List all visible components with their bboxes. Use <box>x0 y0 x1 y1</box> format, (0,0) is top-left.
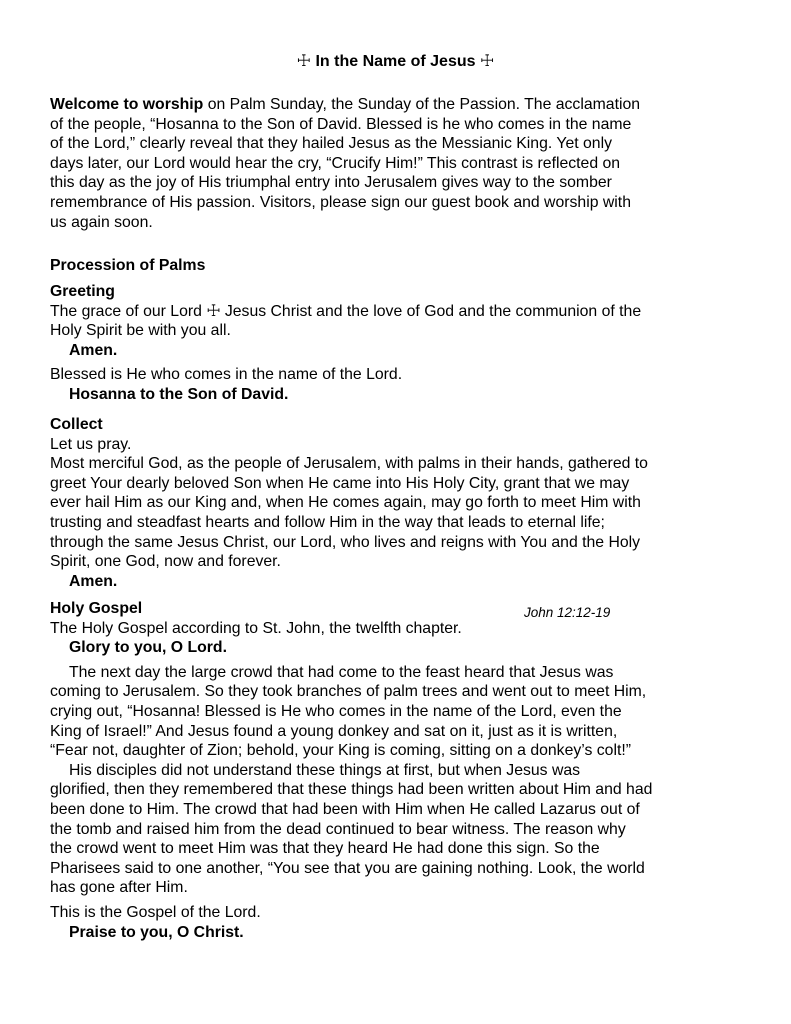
collect-line: trusting and steadfast hearts and follow Him in the way that leads to eternal life; <box>50 513 605 531</box>
collect-line: Most merciful God, as the people of Jerusalem, with palms in their hands, gathered to <box>50 455 648 473</box>
collect-heading: Collect <box>50 416 103 433</box>
response-amen: Amen. <box>69 341 118 359</box>
cross-icon: ☩ <box>206 302 221 320</box>
procession-heading: Procession of Palms <box>50 257 206 274</box>
welcome-line: of the people, “Hosanna to the Son of David. Blessed is he who comes in the name <box>50 115 632 133</box>
collect-line: through the same Jesus Christ, our Lord, who lives and reigns with You and the Holy <box>50 533 641 551</box>
collect-line: Spirit, one God, now and forever. <box>50 553 281 571</box>
gospel-line: the crowd went to meet Him was that they heard He had done this sign. So the <box>50 840 600 858</box>
page-title <box>0 52 791 72</box>
welcome-lead: Welcome to worship <box>50 96 204 113</box>
gospel-line: glorified, then they remembered that these things had been written about Him and had <box>50 781 653 799</box>
welcome-paragraph <box>50 95 750 232</box>
gospel-line: “Fear not, daughter of Zion; behold, your King is coming, sitting on a donkey’s colt!” <box>50 742 631 760</box>
collect-line: greet Your dearly beloved Son when He came into His Holy City, grant that we may <box>50 474 630 492</box>
gospel-section <box>50 599 750 942</box>
greeting-heading: Greeting <box>50 283 115 300</box>
response-hosanna: Hosanna to the Son of David. <box>69 385 289 403</box>
greeting-line: Holy Spirit be with you all. <box>50 322 231 340</box>
gospel-closing: This is the Gospel of the Lord. <box>50 903 261 921</box>
welcome-line: us again soon. <box>50 213 153 231</box>
gospel-line: Pharisees said to one another, “You see that you are gaining nothing. Look, the world <box>50 859 645 877</box>
collect-line: ever hail Him as our King and, when He comes again, may go forth to meet Him with <box>50 494 641 512</box>
response-praise: Praise to you, O Christ. <box>69 923 244 941</box>
collect-section <box>50 415 750 591</box>
response-glory: Glory to you, O Lord. <box>69 639 227 657</box>
greeting-section <box>50 282 750 405</box>
gospel-line: The next day the large crowd that had come to the feast heard that Jesus was <box>69 663 614 681</box>
greeting-line: The grace of our Lord ☩ Jesus Christ and the love of God and the communion of the <box>50 302 642 320</box>
welcome-line: remembrance of His passion. Visitors, please sign our guest book and worship with <box>50 193 631 211</box>
welcome-line: Welcome to worship on Palm Sunday, the Sunday of the Passion. The acclamation <box>50 96 641 113</box>
title-text: In the Name of Jesus <box>315 53 476 70</box>
gospel-line: crying out, “Hosanna! Blessed is He who comes in the name of the Lord, even the <box>50 702 622 720</box>
response-amen: Amen. <box>69 572 118 590</box>
gospel-reference: John 12:12-19 <box>524 605 611 620</box>
gospel-heading: Holy Gospel <box>50 600 143 617</box>
cross-icon: ☩ <box>296 53 312 70</box>
gospel-line: the tomb and raised him from the dead continued to bear witness. The reason why <box>50 820 626 838</box>
procession-section <box>50 256 750 276</box>
gospel-line: coming to Jerusalem. So they took branches of palm trees and went out to meet Him, <box>50 683 647 701</box>
welcome-line: days later, our Lord would hear the cry, “Crucify Him!” This contrast is reflected on <box>50 154 621 172</box>
collect-line: Let us pray. <box>50 435 132 453</box>
gospel-line: His disciples did not understand these things at first, but when Jesus was <box>69 761 581 779</box>
welcome-line: this day as the joy of His triumphal entry into Jerusalem gives way to the somber <box>50 174 612 192</box>
gospel-intro: The Holy Gospel according to St. John, the twelfth chapter. <box>50 619 462 637</box>
greeting-line: Blessed is He who comes in the name of the Lord. <box>50 366 403 384</box>
gospel-line: been done to Him. The crowd that had been with Him when He called Lazarus out of <box>50 800 640 818</box>
welcome-line: of the Lord,” clearly reveal that they hailed Jesus as the Messianic King. Yet only <box>50 135 612 153</box>
gospel-line: King of Israel!” And Jesus found a young donkey and sat on it, just as it is written, <box>50 722 618 740</box>
gospel-line: has gone after Him. <box>50 879 188 897</box>
cross-icon: ☩ <box>479 53 495 70</box>
